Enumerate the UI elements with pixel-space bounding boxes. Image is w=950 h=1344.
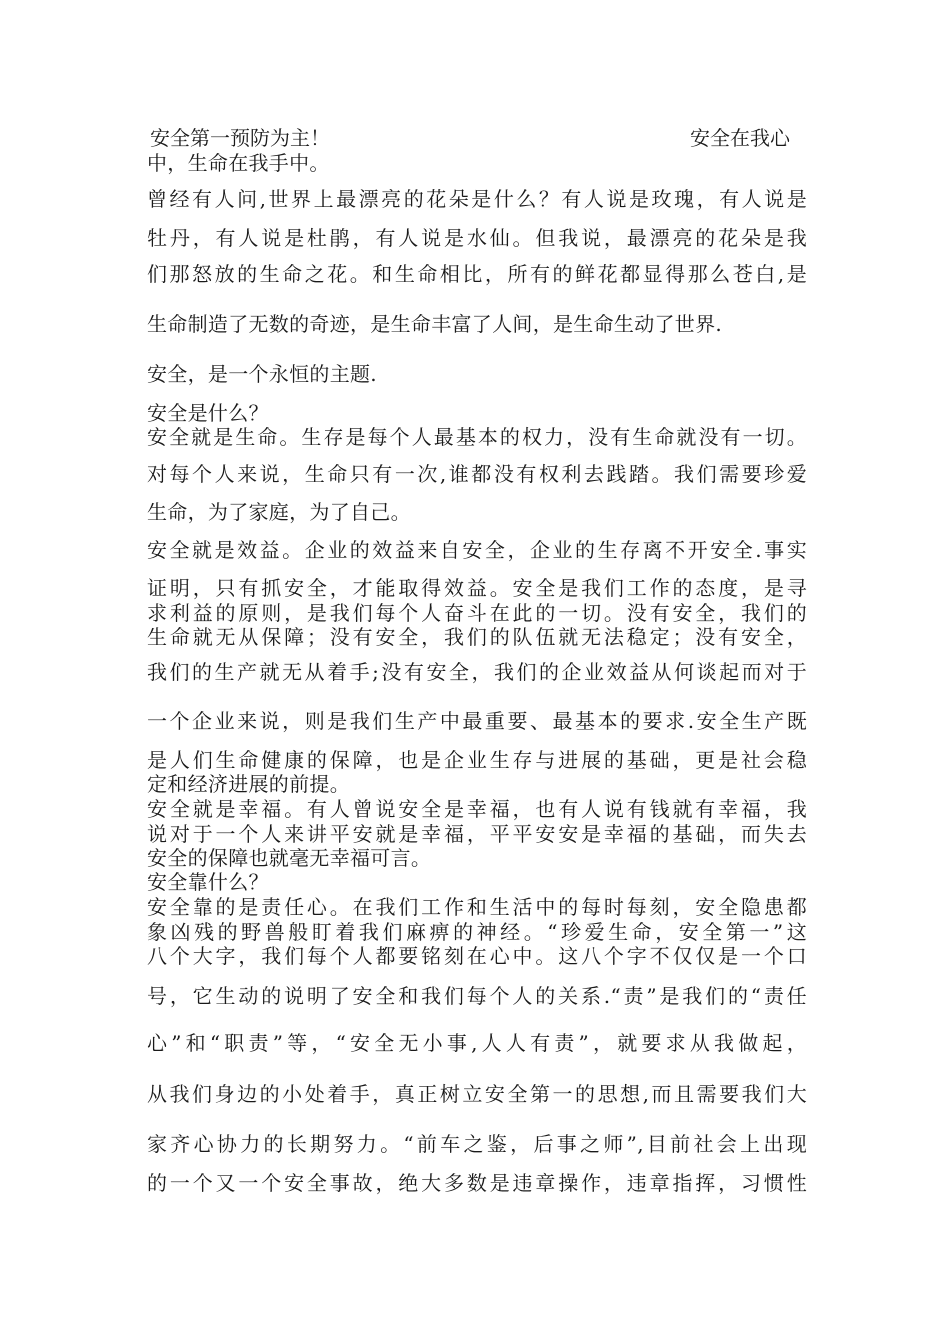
text-line: 安全靠的是责任心。在我们工作和生活中的每时每刻，安全隐患都 bbox=[147, 895, 807, 919]
text-line: 心”和“职责”等，“安全无小事,人人有责”，就要求从我做起， bbox=[147, 1031, 807, 1055]
text-line: 八个大字，我们每个人都要铭刻在心中。这八个字不仅仅是一个口 bbox=[147, 944, 807, 968]
text-line: 安全就是效益。企业的效益来自安全，企业的生存离不开安全.事实 bbox=[147, 538, 807, 562]
text-line: 安全就是生命。生存是每个人最基本的权力，没有生命就没有一切。 bbox=[147, 425, 807, 449]
text-line: 安全靠什么？ bbox=[147, 870, 269, 894]
text-line: 证明，只有抓安全，才能取得效益。安全是我们工作的态度，是寻 bbox=[147, 576, 807, 600]
text-line: 们那怒放的生命之花。和生命相比，所有的鲜花都显得那么苍白,是 bbox=[147, 262, 807, 286]
text-line: 安全的保障也就毫无幸福可言。 bbox=[147, 846, 432, 870]
text-line: 安全就是幸福。有人曾说安全是幸福，也有人说有钱就有幸福，我 bbox=[147, 797, 807, 821]
text-line: 说对于一个人来讲平安就是幸福，平平安安是幸福的基础，而失去 bbox=[147, 822, 807, 846]
text-line: 安全是什么？ bbox=[147, 401, 269, 425]
title-right: 安全在我心 bbox=[690, 126, 790, 150]
text-line: 定和经济进展的前提。 bbox=[147, 772, 350, 796]
text-line: 求利益的原则，是我们每个人奋斗在此的一切。没有安全，我们的 bbox=[147, 601, 807, 625]
text-line: 号，它生动的说明了安全和我们每个人的关系.“责”是我们的“责任 bbox=[147, 984, 807, 1008]
text-line: 我们的生产就无从着手;没有安全，我们的企业效益从何谈起而对于 bbox=[147, 660, 807, 684]
title-left: 安全第一预防为主！ bbox=[150, 126, 330, 150]
text-line: 一个企业来说，则是我们生产中最重要、最基本的要求.安全生产既 bbox=[147, 709, 807, 733]
text-line: 中，生命在我手中。 bbox=[147, 151, 330, 175]
text-line: 生命，为了家庭，为了自己。 bbox=[147, 500, 411, 524]
text-line: 从我们身边的小处着手，真正树立安全第一的思想,而且需要我们大 bbox=[147, 1082, 807, 1106]
text-line: 曾经有人问,世界上最漂亮的花朵是什么？有人说是玫瑰，有人说是 bbox=[147, 187, 807, 211]
text-line: 是人们生命健康的保障，也是企业生存与进展的基础，更是社会稳 bbox=[147, 748, 807, 772]
text-line: 安全，是一个永恒的主题. bbox=[147, 362, 377, 386]
text-line: 家齐心协力的长期努力。“前车之鉴，后事之师”,目前社会上出现 bbox=[147, 1132, 807, 1156]
text-line: 的一个又一个安全事故，绝大多数是违章操作，违章指挥，习惯性 bbox=[147, 1171, 807, 1195]
text-line: 牡丹，有人说是杜鹃，有人说是水仙。但我说，最漂亮的花朵是我 bbox=[147, 226, 807, 250]
text-line: 生命就无从保障；没有安全，我们的队伍就无法稳定；没有安全， bbox=[147, 625, 807, 649]
text-line: 生命制造了无数的奇迹，是生命丰富了人间，是生命生动了世界. bbox=[147, 312, 723, 336]
text-line: 对每个人来说，生命只有一次,谁都没有权利去践踏。我们需要珍爱 bbox=[147, 462, 807, 486]
text-line: 象凶残的野兽般盯着我们麻痹的神经。“珍爱生命，安全第一”这 bbox=[147, 920, 807, 944]
